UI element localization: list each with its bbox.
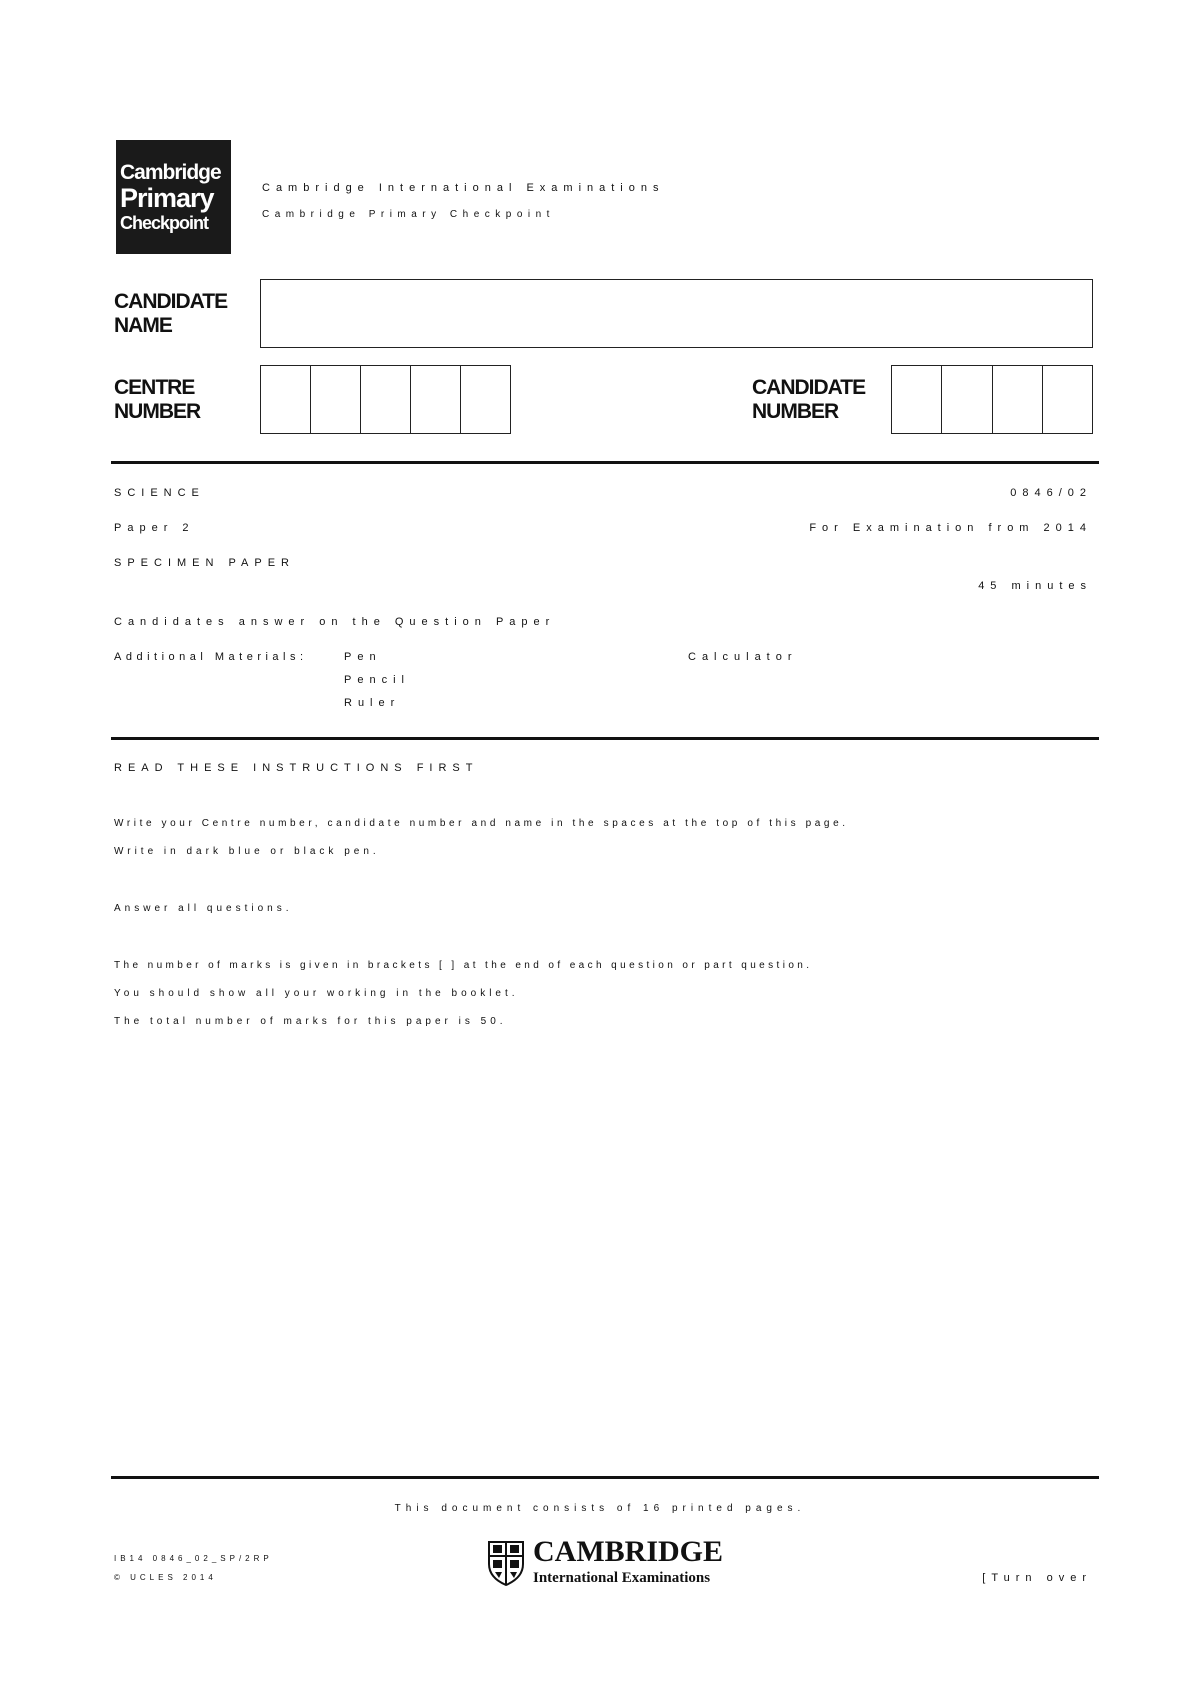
centre-number-label-line-1: CENTRE [114,376,195,399]
logo-line-2: Primary [120,183,214,213]
instruction-line: Write in dark blue or black pen. [114,846,380,857]
candidate-name-box[interactable] [260,279,1093,348]
subject: SCIENCE [114,487,205,499]
candidate-number-label-line-2: NUMBER [752,400,839,423]
answer-on: Candidates answer on the Question Paper [114,616,556,628]
divider [111,461,1099,464]
turn-over: [Turn over [982,1572,1092,1584]
candidate-name-label-line-2: NAME [114,314,172,337]
specimen-label: SPECIMEN PAPER [114,557,295,569]
candidate-name-label-line-1: CANDIDATE [114,290,228,313]
logo-line-3: Checkpoint [120,213,209,233]
cambridge-primary-checkpoint-logo [116,140,231,254]
material-item: Pencil [344,674,410,686]
instructions-heading: READ THESE INSTRUCTIONS FIRST [114,762,479,774]
candidate-number-cell[interactable] [1043,366,1092,433]
material-item: Ruler [344,697,401,709]
instruction-line: The total number of marks for this paper is 50. [114,1016,507,1027]
centre-number-label [114,376,200,424]
instruction-line: You should show all your working in the booklet. [114,988,519,999]
materials-label: Additional Materials: [114,651,308,663]
centre-number-cell[interactable] [311,366,361,433]
centre-number-cell[interactable] [261,366,311,433]
centre-number-cell[interactable] [461,366,510,433]
candidate-number-label [752,376,865,424]
candidate-number-label-line-1: CANDIDATE [752,376,866,399]
material-calculator: Calculator [688,651,798,663]
instruction-line: Write your Centre number, candidate number and name in the spaces at the top of this page. [114,818,849,829]
cambridge-brand: CAMBRIDGE [533,1535,724,1568]
exam-board: Cambridge International Examinations [262,182,665,194]
centre-number-cell[interactable] [361,366,411,433]
programme-name: Cambridge Primary Checkpoint [262,209,555,220]
paper-code: 0846/02 [1010,487,1092,499]
logo-line-1: Cambridge [120,161,221,184]
page-count: This document consists of 16 printed pages. [394,1503,806,1514]
document-reference: IB14 0846_02_SP/2RP [114,1554,273,1563]
candidate-number-cell[interactable] [993,366,1043,433]
instruction-line: The number of marks is given in brackets [ ] at the end of each question or part question. [114,960,813,971]
material-item: Pen [344,651,382,663]
candidate-number-cell[interactable] [892,366,942,433]
duration: 45 minutes [978,580,1092,592]
centre-number-label-line-2: NUMBER [114,400,201,423]
instruction-line: Answer all questions. [114,903,293,914]
paper-number: Paper 2 [114,522,195,534]
centre-number-cell[interactable] [411,366,461,433]
cambridge-crest-icon [487,1540,525,1586]
candidate-name-label [114,290,227,338]
exam-from: For Examination from 2014 [809,522,1092,534]
divider [111,737,1099,740]
candidate-number-boxes[interactable] [891,365,1093,434]
candidate-number-cell[interactable] [942,366,992,433]
centre-number-boxes[interactable] [260,365,511,434]
cambridge-brand-subtitle: International Examinations [533,1570,711,1586]
divider [111,1476,1099,1479]
copyright: © UCLES 2014 [114,1573,217,1582]
